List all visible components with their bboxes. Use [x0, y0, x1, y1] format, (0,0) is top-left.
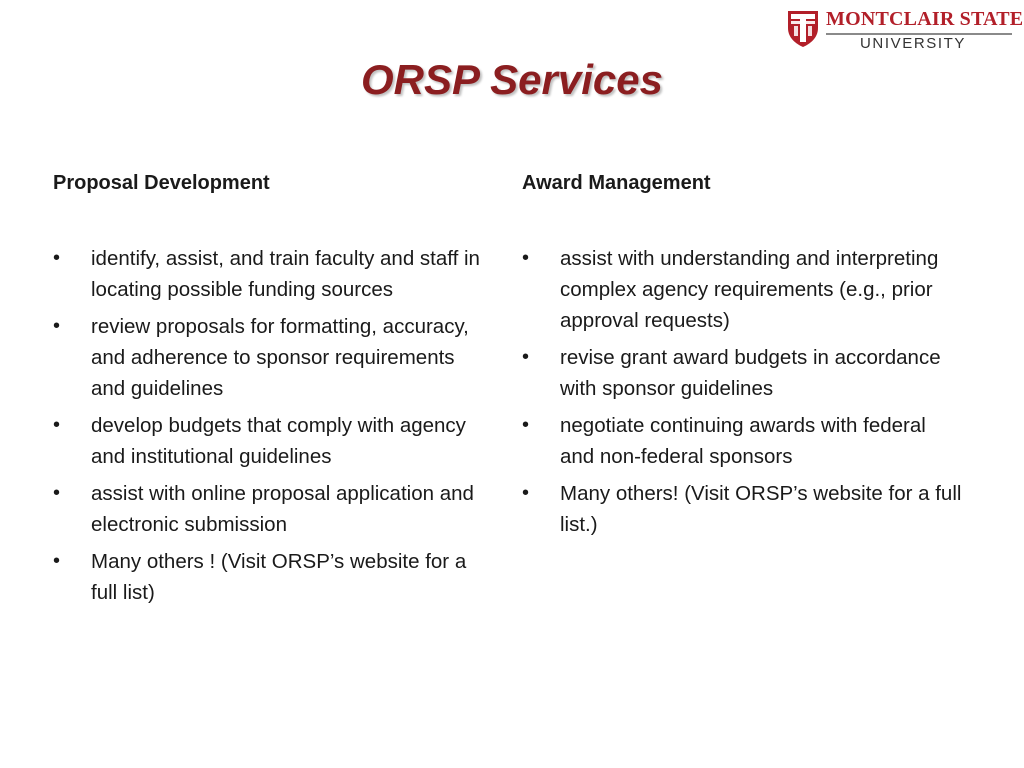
page-title: ORSP Services [361, 56, 663, 103]
column-heading: Proposal Development [53, 172, 270, 194]
bullet-icon: • [53, 482, 61, 504]
bullet-icon: • [522, 247, 530, 269]
bullet-icon: • [53, 315, 61, 337]
list-item-text: revise grant award budgets in accordance with sponsor guidelines [560, 346, 941, 400]
university-logo [786, 8, 1024, 52]
list-item [522, 243, 962, 336]
column-heading: Award Management [522, 172, 711, 194]
proposal-development-column [53, 170, 493, 614]
award-management-column [522, 170, 962, 546]
logo-sub-line: UNIVERSITY [860, 35, 967, 52]
bullet-icon: • [522, 414, 530, 436]
bullet-list [53, 243, 493, 608]
list-item [522, 342, 962, 404]
list-item [53, 311, 493, 404]
bullet-icon: • [53, 550, 61, 572]
list-item [522, 478, 962, 540]
bullet-icon: • [522, 346, 530, 368]
list-item-text: assist with understanding and interpreting complex agency requirements (e.g., prior approval requests) [560, 247, 939, 332]
list-item-text: develop budgets that comply with agency and institutional guidelines [91, 414, 466, 468]
list-item [53, 410, 493, 472]
university-shield-icon [786, 8, 820, 48]
bullet-icon: • [53, 247, 61, 269]
list-item-text: identify, assist, and train faculty and staff in locating possible funding sources [91, 247, 480, 301]
bullet-icon: • [522, 482, 530, 504]
list-item [522, 410, 962, 472]
bullet-icon: • [53, 414, 61, 436]
list-item [53, 243, 493, 305]
bullet-list [522, 243, 962, 540]
logo-name-line: MONTCLAIR STATE [826, 8, 1024, 30]
list-item [53, 478, 493, 540]
list-item-text: review proposals for formatting, accuracy, and adherence to sponsor requirements and guidelines [91, 315, 469, 400]
list-item-text: assist with online proposal application and electronic submission [91, 482, 474, 536]
list-item-text: Many others ! (Visit ORSP’s website for a full list) [91, 550, 467, 604]
list-item-text: Many others! (Visit ORSP’s website for a full list.) [560, 482, 962, 536]
list-item-text: negotiate continuing awards with federal and non-federal sponsors [560, 414, 926, 468]
list-item [53, 546, 493, 608]
